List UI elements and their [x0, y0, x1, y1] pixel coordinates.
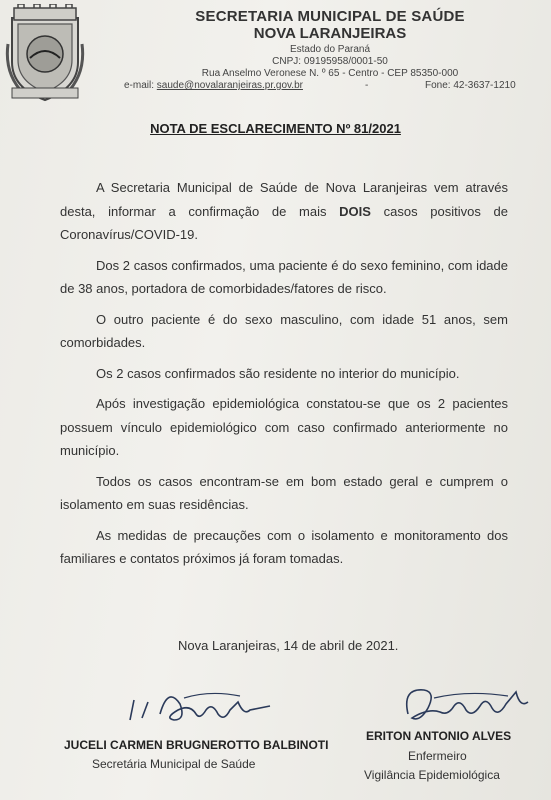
- document-date: Nova Laranjeiras, 14 de abril de 2021.: [178, 638, 399, 653]
- bold-count: DOIS: [339, 203, 371, 219]
- paragraph-1: A Secretaria Municipal de Saúde de Nova Laranjeiras vem através desta, informar a confirmação de mais DOIS casos positivos de Coronavírus/COVID-19.: [60, 180, 508, 242]
- paragraph-3: O outro paciente é do sexo masculino, com idade 51 anos, sem comorbidades.: [60, 311, 508, 350]
- paragraph-7: As medidas de precauções com o isolamento e monitoramento dos familiares e contatos próximos já foram tomadas.: [60, 527, 508, 566]
- header-separator: -: [365, 80, 369, 91]
- header-title: SECRETARIA MUNICIPAL DE SAÚDE: [195, 8, 465, 25]
- document-body: [60, 176, 508, 578]
- left-signatory-role: Secretária Municipal de Saúde: [92, 757, 256, 771]
- municipal-crest-icon: [4, 4, 86, 104]
- paragraph-2: Dos 2 casos confirmados, uma paciente é do sexo feminino, com idade de 38 anos, portadora de comorbidades/fatores de risco.: [60, 257, 508, 296]
- header-cnpj: CNPJ: 09195958/0001-50: [272, 56, 388, 67]
- paragraph-6: Todos os casos encontram-se em bom estado geral e cumprem o isolamento em suas residências.: [60, 473, 508, 512]
- email-link[interactable]: saude@novalaranjeiras.pr.gov.br: [156, 80, 303, 91]
- email-label: e-mail:: [124, 80, 155, 91]
- header-address: Rua Anselmo Veronese N. º 65 - Centro - CEP 85350-000: [201, 68, 459, 79]
- header-email: [124, 80, 303, 91]
- right-signature-icon: [388, 678, 538, 733]
- header-state: Estado do Paraná: [289, 44, 371, 55]
- left-signature-icon: [120, 680, 280, 740]
- paragraph-4: Os 2 casos confirmados são residente no interior do município.: [96, 365, 460, 381]
- right-signatory-department: Vigilância Epidemiológica: [364, 768, 500, 782]
- right-signatory-name: ERITON ANTONIO ALVES: [366, 729, 512, 743]
- header-city: NOVA LARANJEIRAS: [253, 25, 407, 42]
- document-title: NOTA DE ESCLARECIMENTO Nº 81/2021: [150, 121, 401, 136]
- paragraph-5: Após investigação epidemiológica constatou-se que os 2 pacientes possuem vínculo epidemiológico com caso confirmado anteriormente no município.: [60, 396, 508, 458]
- header-phone: Fone: 42-3637-1210: [425, 80, 516, 91]
- left-signatory-name: JUCELI CARMEN BRUGNEROTTO BALBINOTI: [64, 738, 329, 752]
- right-signatory-role: Enfermeiro: [408, 749, 467, 763]
